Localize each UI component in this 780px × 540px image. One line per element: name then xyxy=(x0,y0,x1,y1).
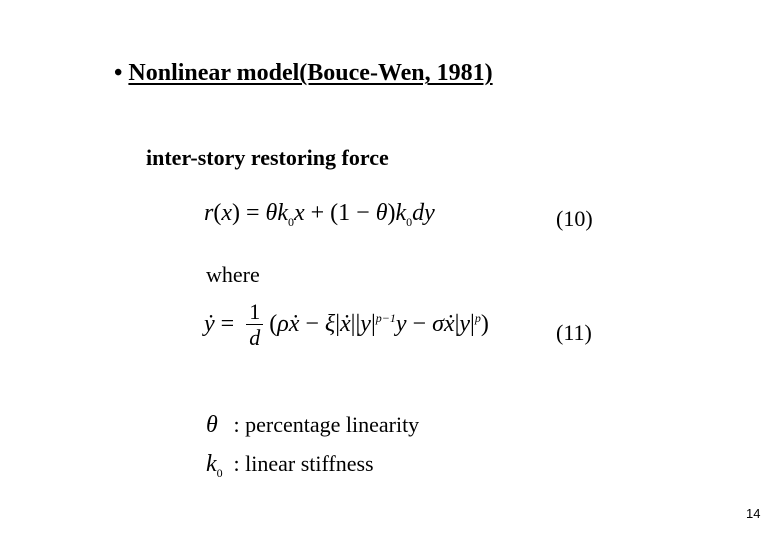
k0-definition-text: : linear stiffness xyxy=(233,451,374,476)
theta-symbol: θ xyxy=(206,412,218,438)
equation-10: $r(x) = \theta k_0x + (1 - \theta)k_0dy$ xyxy=(204,200,435,229)
fraction: $\frac{1}{d}$ xyxy=(246,300,263,351)
definition-k0 xyxy=(206,451,374,481)
theta-definition-text: : percentage linearity xyxy=(233,412,420,437)
slide-title xyxy=(114,60,493,87)
title-bullet: • xyxy=(114,60,123,86)
where-label: where xyxy=(206,262,260,287)
equation-11: ẏ = $\frac{1}{d}$ (ρẋ − $\xi|ẋ||y|^{p-1}y$ − $\sigma ẋ|y|^p$) xyxy=(204,299,489,350)
k0-symbol: $k_0$ xyxy=(206,451,223,480)
equation-number-10: (10) xyxy=(556,206,593,231)
equation-number-11: (11) xyxy=(556,320,592,345)
definition-theta xyxy=(206,412,419,439)
title-text: Nonlinear model(Bouce-Wen, 1981) xyxy=(128,60,493,86)
page-number: 14 xyxy=(746,506,761,521)
subheading: inter-story restoring force xyxy=(146,145,389,170)
